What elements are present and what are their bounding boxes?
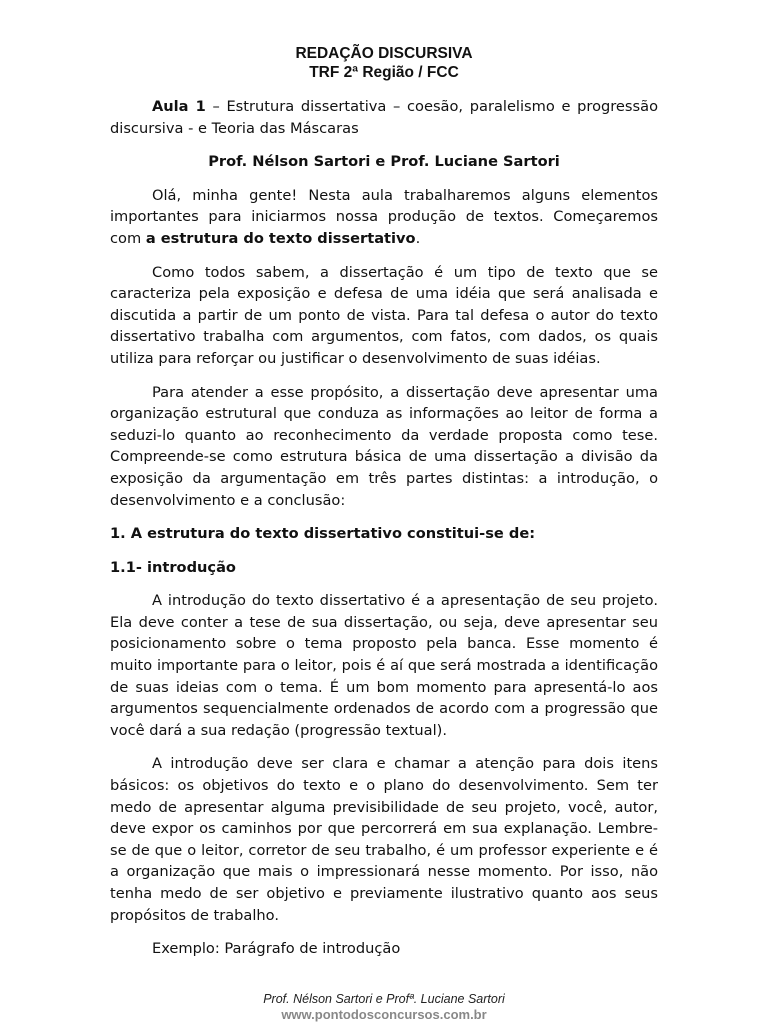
section-heading-1-1: 1.1- introdução: [110, 558, 236, 576]
paragraph-2: Como todos sabem, a dissertação é um tipo de texto que se caracteriza pela exposição e defesa de uma idéia que será analisada e discutida a partir de um ponto de vista. Para tal defesa o autor do texto dissertativo trabalha com argumentos, com fatos, com dados, os quais utiliza para reforçar ou justificar o desenvolvimento de suas idéias.: [110, 263, 658, 367]
footer-url: www.pontodosconcursos.com.br: [281, 1007, 487, 1022]
paragraph-intro: [110, 185, 658, 250]
paragraph-example: Exemplo: Parágrafo de introdução: [152, 940, 401, 958]
section-heading-1: 1. A estrutura do texto dissertativo constitui-se de:: [110, 525, 536, 543]
paragraph-3: Para atender a esse propósito, a dissertação deve apresentar uma organização estrutural que conduza as informações ao leitor de forma a seduzi-lo quanto ao reconhecimento da verdade proposta como tese. Compreende-se como estrutura básica de uma dissertação a divisão da exposição da argumentação em três partes distintas: a introdução, o desenvolvimento e a conclusão:: [110, 383, 658, 509]
intro-emphasis: a estrutura do texto dissertativo: [145, 229, 416, 247]
document-page: [110, 44, 658, 972]
page-footer: [0, 992, 768, 1023]
document-subtitle: TRF 2ª Região / FCC: [309, 64, 459, 81]
paragraph-5: A introdução deve ser clara e chamar a atenção para dois itens básicos: os objetivos do texto e o plano do desenvolvimento. Sem ter medo de apresentar alguma previsibilidade de seu projeto, você, autor, deve expor os caminhos por que percorrerá em sua explanação. Lembre-se de que o leitor, corretor de seu trabalho, é um professor experiente e é a organização que mais o impressionará nesse momento. Por isso, não tenha medo de ser objetivo e previamente ilustrativo quanto aos seus propósitos de trabalho.: [110, 755, 658, 924]
authors-line: [110, 151, 658, 173]
lesson-line: [110, 96, 658, 139]
paragraph-4: A introdução do texto dissertativo é a apresentação de seu projeto. Ela deve conter a tese de sua dissertação, ou seja, deve apresentar seu posicionamento sobre o tema proposto pela banca. Esse momento é muito importante para o leitor, pois é aí que será mostrada a identificação de suas ideias com o tema. É um bom momento para apresentá-lo aos argumentos sequencialmente ordenados de acordo com a progressão que você dará a sua redação (progressão textual).: [110, 592, 658, 739]
lesson-text: – Estrutura dissertativa – coesão, paralelismo e progressão discursiva - e Teoria das Máscaras: [110, 98, 658, 137]
intro-end: .: [415, 229, 421, 247]
footer-authors: Prof. Nélson Sartori e Profª. Luciane Sartori: [263, 992, 505, 1006]
document-title: REDAÇÃO DISCURSIVA: [295, 45, 473, 62]
lesson-label: Aula 1: [152, 98, 206, 115]
intro-text: Olá, minha gente! Nesta aula trabalharemos alguns elementos importantes para iniciarmos nossa produção de textos. Começaremos com: [110, 186, 658, 247]
authors: Prof. Nélson Sartori e Prof. Luciane Sartori: [208, 153, 560, 171]
